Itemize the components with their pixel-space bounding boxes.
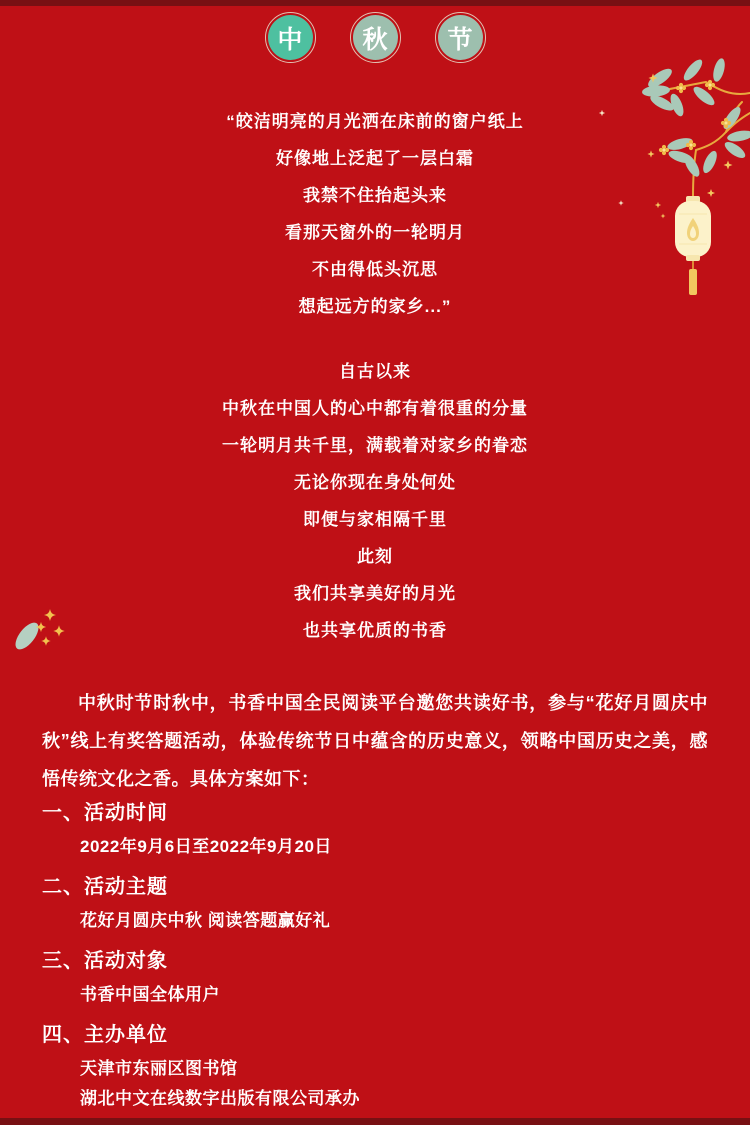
poem-line: 看那天窗外的一轮明月 <box>285 223 465 242</box>
badge-qiu <box>350 12 401 63</box>
section-title: 一、活动时间 <box>42 802 168 824</box>
poem-line: 此刻 <box>357 547 393 566</box>
section-title: 二、活动主题 <box>42 876 168 898</box>
section-item: 书香中国全体用户 <box>80 985 220 1004</box>
section-time <box>42 798 708 862</box>
badge-char: 节 <box>447 25 473 54</box>
top-border <box>0 0 750 6</box>
badge-circle <box>353 15 398 60</box>
section-item: 2022年9月6日至2022年9月20日 <box>80 837 332 856</box>
badge-char: 秋 <box>362 25 388 54</box>
intro-paragraph: 中秋时节时秋中，书香中国全民阅读平台邀您共读好书，参与“花好月圆庆中秋”线上有奖答题活动，体验传统节日中蕴含的历史意义，领略中国历史之美，感悟传统文化之香。具体方案如下： <box>42 693 708 789</box>
badge-jie <box>435 12 486 63</box>
section-theme <box>42 872 708 936</box>
section-item: 湖北中文在线数字出版有限公司承办 <box>80 1089 360 1108</box>
poem-line: 一轮明月共千里，满载着对家乡的眷恋 <box>222 436 528 455</box>
section-organizer <box>42 1020 708 1114</box>
activity-sections <box>42 798 708 1114</box>
poem-line: 想起远方的家乡...” <box>298 297 452 316</box>
poem-line: 我们共享美好的月光 <box>294 584 456 603</box>
section-item: 天津市东丽区图书馆 <box>80 1059 238 1078</box>
badge-char: 中 <box>277 25 303 54</box>
badge-zhong <box>265 12 316 63</box>
section-item: 花好月圆庆中秋 阅读答题赢好礼 <box>80 911 331 930</box>
badge-circle <box>438 15 483 60</box>
title-badges <box>0 0 750 63</box>
poem-line: 好像地上泛起了一层白霜 <box>276 149 474 168</box>
section-audience <box>42 946 708 1010</box>
poem-line: 无论你现在身处何处 <box>294 473 456 492</box>
poem-line: 不由得低头沉思 <box>312 260 438 279</box>
section-title: 三、活动对象 <box>42 950 168 972</box>
bottom-border <box>0 1118 750 1125</box>
poem-line: 我禁不住抬起头来 <box>303 186 447 205</box>
poem-line: “皎洁明亮的月光洒在床前的窗户纸上 <box>226 112 524 131</box>
poem-stanza-1 <box>0 103 750 325</box>
poem-line: 也共享优质的书香 <box>303 621 447 640</box>
poem-line: 自古以来 <box>339 362 411 381</box>
section-title: 四、主办单位 <box>42 1024 168 1046</box>
poem-line: 中秋在中国人的心中都有着很重的分量 <box>222 399 528 418</box>
badge-circle <box>268 15 313 60</box>
poem-line: 即便与家相隔千里 <box>303 510 447 529</box>
poem-stanza-2 <box>0 353 750 649</box>
